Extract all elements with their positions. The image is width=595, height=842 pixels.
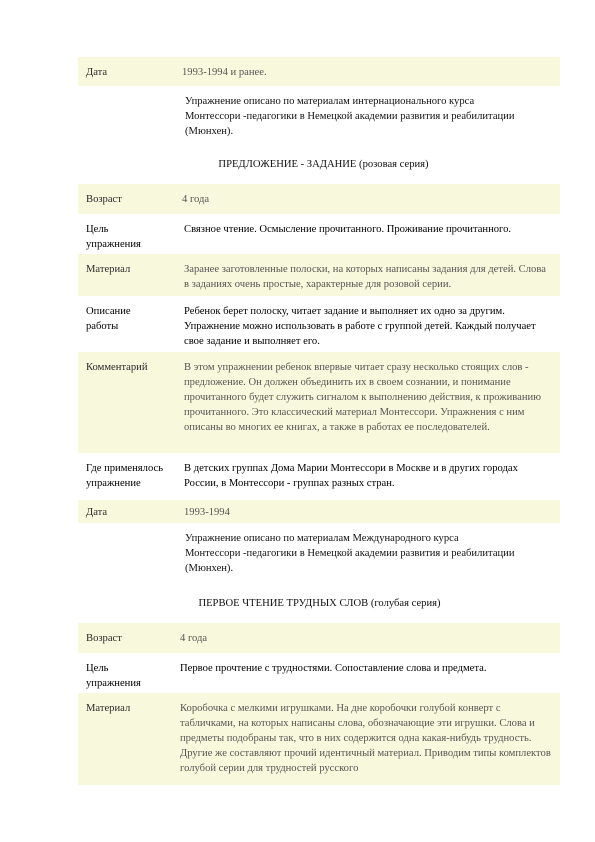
goal-row-2 [78,653,560,693]
row-value: Связное чтение. Осмысление прочитанного. Проживание прочитанного. [184,224,512,235]
goal-row [78,214,560,254]
source-note: Упражнение описано по материалам интернационального курса Монтессори -педагогики в Немецкой академии развития и реабилитации (Мюнхен). [185,96,515,137]
row-label: Дата [86,67,108,78]
row-label: Цель упражнения [86,224,141,250]
row-value: 1993-1994 и ранее. [182,67,267,78]
age-row [78,184,560,214]
source-note-2: Упражнение описано по материалам Международного курса Монтессори -педагогики в Немецкой академии развития и реабилитации (Мюнхен). [185,533,515,574]
row-value: 1993-1994 [184,507,230,518]
row-value: Коробочка с мелкими игрушками. На дне коробочки голубой конверт с табличками, на которых написаны слова, обозначающие эти игрушки. Слова и предметы подобраны так, что в них содержится одна какая-нибудь трудность. Другие же составляют прочий идентичный материал. Приводим типы комплектов голубой серии для трудностей русского [180,703,551,774]
row-label: Описание работы [86,306,131,332]
date-row [78,57,560,86]
comment-row [78,352,560,453]
row-label: Возраст [86,633,122,644]
row-label: Материал [86,703,131,714]
description-row [78,296,560,352]
row-label: Комментарий [86,362,148,373]
row-value: Первое прочтение с трудностями. Сопоставление слова и предмета. [180,663,487,674]
age-row-2 [78,623,560,653]
row-label: Где применялось упражнение [86,463,164,489]
exercise-title-2: ПЕРВОЕ ЧТЕНИЕ ТРУДНЫХ СЛОВ (голубая серия) [198,598,441,609]
material-row [78,254,560,296]
where-used-row [78,453,560,500]
row-value: 4 года [182,194,210,205]
row-value: Заранее заготовленные полоски, на которых написаны задания для детей. Слова в заданиях очень простые, характерные для розовой серии. [184,264,546,290]
row-label: Цель упражнения [86,663,141,689]
date-row-2 [78,500,560,523]
row-value: Ребенок берет полоску, читает задание и выполняет их одно за другим. Упражнение можно использовать в работе с группой детей. Каждый получает свое задание и выполняет его. [184,306,536,347]
material-row-2 [78,693,560,785]
row-label: Дата [86,507,108,518]
row-value: 4 года [180,633,208,644]
row-label: Материал [86,264,131,275]
row-value: В детских группах Дома Марии Монтессори в Москве и в других городах России, в Монтессори - группах разных стран. [184,463,518,489]
exercise-title: ПРЕДЛОЖЕНИЕ - ЗАДАНИЕ (розовая серия) [218,159,429,170]
row-label: Возраст [86,194,122,205]
row-value: В этом упражнении ребенок впервые читает сразу несколько стоящих слов - предложение. Он должен объединить их в своем сознании, и понимание прочитанного будет служить сигналом к выполнению действия, к проживанию прочитанного. Это классический материал Монтессори. Упражнения с ним описаны во многих ее книгах, а также в работах ее последователей. [184,362,542,433]
